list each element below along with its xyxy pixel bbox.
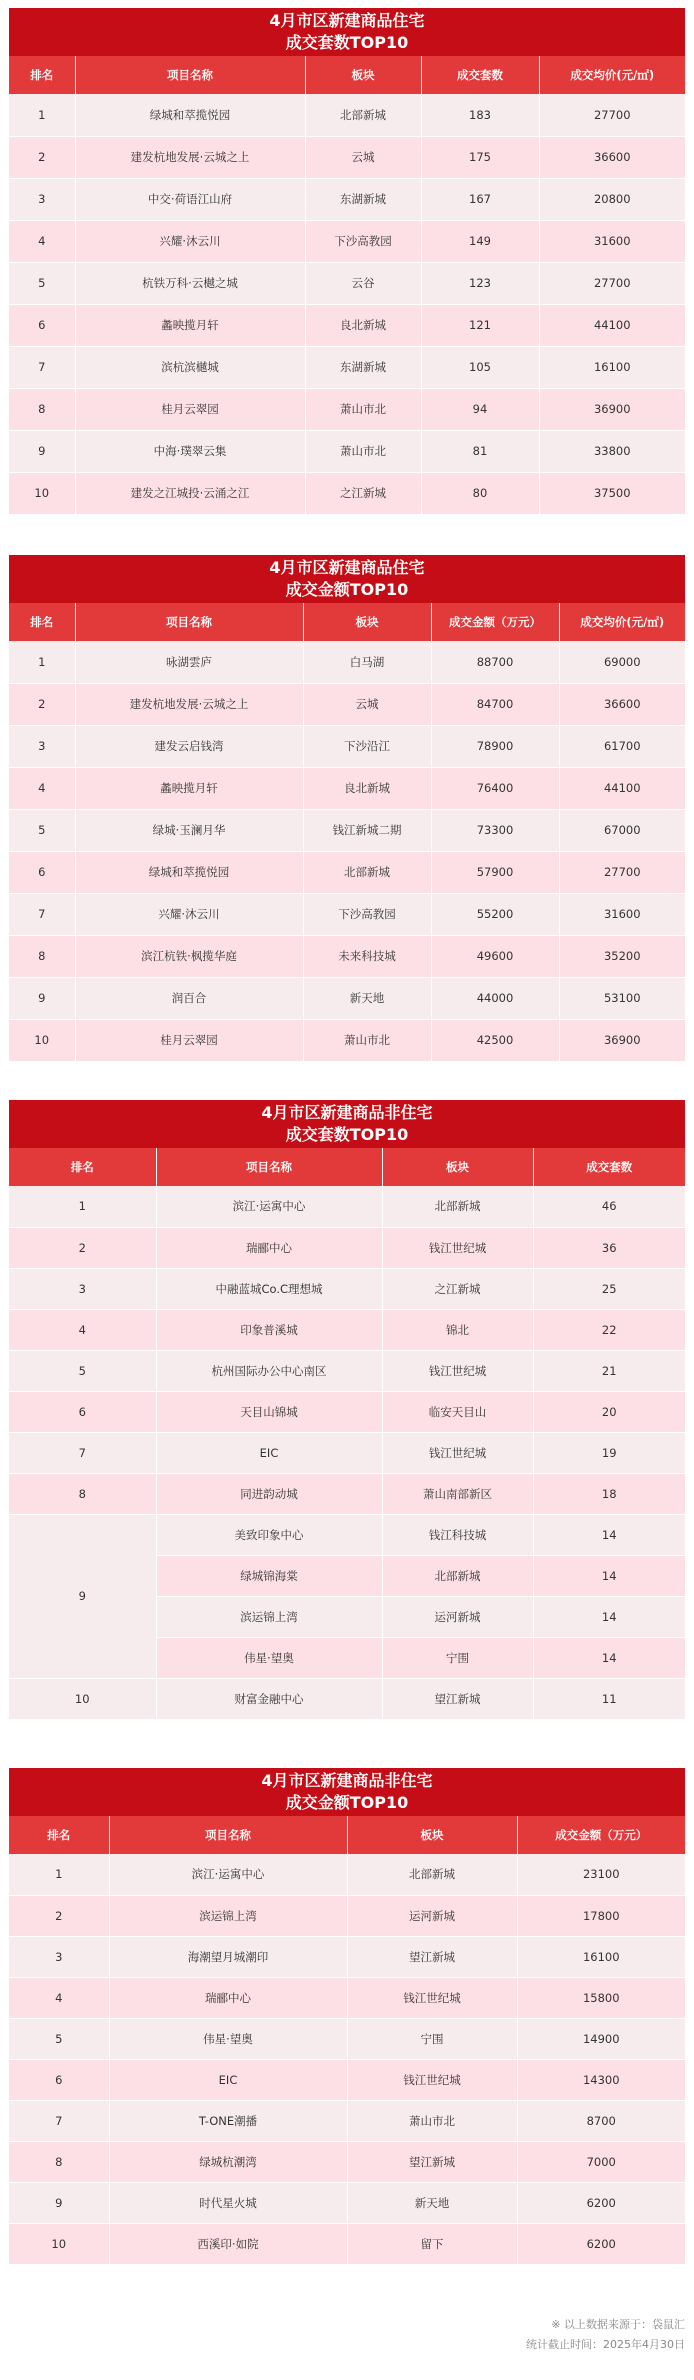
cell-project: 建发杭地发展·云城之上 [75,136,305,178]
cell-price: 31600 [539,220,685,262]
cell-value: 16100 [517,1936,685,1977]
table-title-line1: 4月市区新建商品住宅 [269,558,425,577]
cell-project: 滨运锦上湾 [109,1895,347,1936]
cell-district: 云谷 [305,262,421,304]
cell-project: 印象普溪城 [156,1309,382,1350]
cell-rank: 9 [9,977,75,1019]
cell-project: 中海·璞翠云集 [75,430,305,472]
cell-district: 东湖新城 [305,346,421,388]
cell-price: 69000 [559,641,685,683]
cell-project: 滨运锦上湾 [156,1596,382,1637]
table-row [9,1895,685,1936]
cell-rank: 2 [9,1895,109,1936]
cell-value: 121 [421,304,539,346]
cell-project: 时代星火城 [109,2182,347,2223]
cell-price: 27700 [539,94,685,136]
cell-district: 钱江世纪城 [347,2059,517,2100]
cell-project: 蠡映揽月轩 [75,304,305,346]
cell-rank: 6 [9,304,75,346]
cell-rank: 5 [9,2018,109,2059]
cell-value: 123 [421,262,539,304]
cell-rank: 2 [9,136,75,178]
table-row [9,1391,685,1432]
header-amount: 成交金额（万元） [431,603,559,641]
table-title [9,1100,685,1148]
cell-district: 下沙沿江 [303,725,431,767]
header-price: 成交均价(元/㎡) [580,615,665,629]
cell-project: 绿城和萃揽悦园 [75,94,305,136]
cell-value: 14 [533,1596,685,1637]
data-table [9,603,685,1062]
header-district: 板块 [303,603,431,641]
table-row [9,851,685,893]
cell-project: 美致印象中心 [156,1514,382,1555]
table-row [9,1678,685,1719]
cell-district: 良北新城 [303,767,431,809]
header-row [9,1148,685,1186]
table-row [9,2182,685,2223]
cell-district: 萧山市北 [305,388,421,430]
cell-rank: 8 [9,935,75,977]
table-title-line1: 4月市区新建商品住宅 [269,11,425,30]
cell-district: 萧山南部新区 [382,1473,533,1514]
data-table [9,56,685,515]
cell-value: 78900 [431,725,559,767]
cell-value: 14 [533,1514,685,1555]
cell-value: 46 [533,1186,685,1227]
cell-value: 18 [533,1473,685,1514]
cell-project: 绿城和萃揽悦园 [75,851,303,893]
cell-district: 钱江新城二期 [303,809,431,851]
cell-district: 良北新城 [305,304,421,346]
table-title [9,555,685,603]
cell-value: 36 [533,1227,685,1268]
cell-value: 6200 [517,2182,685,2223]
cell-project: 瑞郦中心 [156,1227,382,1268]
cell-price: 36600 [559,683,685,725]
cell-project: 杭州国际办公中心南区 [156,1350,382,1391]
cell-value: 94 [421,388,539,430]
table-row [9,1514,685,1555]
table-row [9,136,685,178]
cell-value: 73300 [431,809,559,851]
cell-district: 望江新城 [347,2141,517,2182]
cell-project: 润百合 [75,977,303,1019]
cell-value: 11 [533,1678,685,1719]
cell-project: 瑞郦中心 [109,1977,347,2018]
cell-rank: 3 [9,1268,156,1309]
cell-project: 伟星·望奥 [156,1637,382,1678]
cell-district: 白马湖 [303,641,431,683]
table-row [9,809,685,851]
cell-value: 55200 [431,893,559,935]
cell-project: 西溪印·如院 [109,2223,347,2264]
cell-rank: 6 [9,851,75,893]
cell-rank: 8 [9,388,75,430]
table-row [9,1473,685,1514]
table-nonresidential-amount [9,1768,685,2265]
cell-district: 钱江世纪城 [347,1977,517,2018]
header-units: 成交套数 [586,1160,633,1174]
cell-rank: 7 [9,1432,156,1473]
table-row [9,1854,685,1895]
table-title-line2: 成交金额TOP10 [285,580,409,599]
cell-district: 锦北 [382,1309,533,1350]
table-title-line1: 4月市区新建商品非住宅 [261,1771,433,1790]
cell-rank: 10 [9,2223,109,2264]
table-row [9,2100,685,2141]
cell-district: 钱江科技城 [382,1514,533,1555]
cell-price: 36900 [559,1019,685,1061]
cell-rank: 1 [9,1186,156,1227]
cell-district: 萧山市北 [303,1019,431,1061]
cell-project: 咏湖雲庐 [75,641,303,683]
cell-value: 22 [533,1309,685,1350]
header-rank: 排名 [9,603,75,641]
cutoff-date-note: 统计截止时间：2025年4月30日 [526,2338,685,2351]
cell-price: 36900 [539,388,685,430]
cell-district: 下沙高教园 [303,893,431,935]
cell-district: 宁围 [382,1637,533,1678]
header-amount: 成交金额（万元） [555,1828,648,1842]
cell-rank: 4 [9,1309,156,1350]
cell-value: 6200 [517,2223,685,2264]
header-district: 板块 [382,1148,533,1186]
cell-district: 临安天目山 [382,1391,533,1432]
table-row [9,1019,685,1061]
cell-value: 84700 [431,683,559,725]
cell-project: 同进韵动城 [156,1473,382,1514]
cell-project: 绿城杭潮湾 [109,2141,347,2182]
cell-rank: 8 [9,2141,109,2182]
table-nonresidential-units [9,1100,685,1720]
cell-price: 44100 [539,304,685,346]
cell-value: 80 [421,472,539,514]
cell-value: 14 [533,1637,685,1678]
header-row [9,1816,685,1854]
table-title-line2: 成交金额TOP10 [285,1793,409,1812]
cell-project: 财富金融中心 [156,1678,382,1719]
cell-district: 新天地 [347,2182,517,2223]
cell-value: 49600 [431,935,559,977]
table-row [9,304,685,346]
header-rank: 排名 [9,56,75,94]
cell-price: 20800 [539,178,685,220]
cell-district: 留下 [347,2223,517,2264]
cell-project: 滨江·运寓中心 [156,1186,382,1227]
cell-value: 20 [533,1391,685,1432]
cell-district: 运河新城 [382,1596,533,1637]
cell-rank: 3 [9,178,75,220]
table-row [9,1227,685,1268]
table-row [9,935,685,977]
cell-price: 37500 [539,472,685,514]
cell-rank: 8 [9,1473,156,1514]
cell-rank: 10 [9,1678,156,1719]
cell-rank: 3 [9,1936,109,1977]
cell-rank: 6 [9,2059,109,2100]
header-price: 成交均价(元/㎡) [570,68,655,82]
cell-price: 61700 [559,725,685,767]
cell-project: EIC [156,1432,382,1473]
header-project: 项目名称 [75,603,303,641]
cell-project: 滨江杭铁·枫揽华庭 [75,935,303,977]
cell-project: 桂月云翠园 [75,1019,303,1061]
header-project: 项目名称 [75,56,305,94]
cell-district: 运河新城 [347,1895,517,1936]
table-row [9,346,685,388]
header-row [9,603,685,641]
cell-rank: 9 [9,430,75,472]
cell-rank: 9 [9,2182,109,2223]
cell-district: 北部新城 [382,1186,533,1227]
table-title-line1: 4月市区新建商品非住宅 [261,1103,433,1122]
cell-district: 宁围 [347,2018,517,2059]
table-row [9,683,685,725]
cell-price: 31600 [559,893,685,935]
table-row [9,725,685,767]
cell-district: 之江新城 [382,1268,533,1309]
cell-price: 27700 [559,851,685,893]
cell-district: 云城 [305,136,421,178]
cell-project: 建发之江城投·云涌之江 [75,472,305,514]
cell-district: 之江新城 [305,472,421,514]
cell-value: 15800 [517,1977,685,2018]
cell-rank: 2 [9,683,75,725]
table-row [9,1309,685,1350]
cell-rank: 7 [9,2100,109,2141]
cell-project: 滨杭滨樾城 [75,346,305,388]
header-rank: 排名 [9,1148,156,1186]
header-district: 板块 [305,56,421,94]
table-row [9,472,685,514]
cell-district: 萧山市北 [305,430,421,472]
table-row [9,2059,685,2100]
cell-value: 7000 [517,2141,685,2182]
cell-value: 149 [421,220,539,262]
table-title-line2: 成交套数TOP10 [285,1125,409,1144]
cell-project: EIC [109,2059,347,2100]
table-residential-amount [9,555,685,1062]
table-row [9,1186,685,1227]
cell-value: 14300 [517,2059,685,2100]
header-district: 板块 [347,1816,517,1854]
data-table [9,1148,685,1720]
cell-rank: 10 [9,1019,75,1061]
cell-project: 中融蓝城Co.C理想城 [156,1268,382,1309]
cell-price: 27700 [539,262,685,304]
cell-rank: 10 [9,472,75,514]
cell-value: 105 [421,346,539,388]
cell-value: 8700 [517,2100,685,2141]
cell-project: 桂月云翠园 [75,388,305,430]
cell-district: 钱江世纪城 [382,1432,533,1473]
cell-rank: 5 [9,809,75,851]
cell-district: 北部新城 [305,94,421,136]
table-title [9,1768,685,1816]
cell-rank: 9 [9,1514,156,1678]
cell-district: 钱江世纪城 [382,1227,533,1268]
cell-price: 67000 [559,809,685,851]
table-row [9,893,685,935]
cell-rank: 1 [9,1854,109,1895]
cell-project: 滨江·运寓中心 [109,1854,347,1895]
source-note: ※ 以上数据来源于：袋鼠汇 [551,2318,685,2331]
cell-district: 下沙高教园 [305,220,421,262]
cell-rank: 4 [9,220,75,262]
table-row [9,767,685,809]
table-row [9,94,685,136]
cell-project: 兴耀·沐云川 [75,220,305,262]
cell-project: 杭铁万科·云樾之城 [75,262,305,304]
header-units: 成交套数 [421,56,539,94]
cell-value: 19 [533,1432,685,1473]
cell-value: 183 [421,94,539,136]
cell-project: 蠡映揽月轩 [75,767,303,809]
cell-district: 北部新城 [382,1555,533,1596]
cell-value: 42500 [431,1019,559,1061]
cell-rank: 5 [9,1350,156,1391]
table-row [9,2141,685,2182]
table-row [9,178,685,220]
cell-district: 望江新城 [382,1678,533,1719]
source-footer [526,2315,685,2355]
table-row [9,388,685,430]
cell-project: 海潮望月城潮印 [109,1936,347,1977]
cell-rank: 1 [9,94,75,136]
cell-rank: 6 [9,1391,156,1432]
cell-value: 57900 [431,851,559,893]
cell-project: 绿城·玉澜月华 [75,809,303,851]
cell-price: 35200 [559,935,685,977]
cell-rank: 4 [9,1977,109,2018]
table-row [9,220,685,262]
cell-price: 33800 [539,430,685,472]
cell-project: 建发云启钱湾 [75,725,303,767]
cell-rank: 5 [9,262,75,304]
cell-value: 88700 [431,641,559,683]
cell-project: 绿城锦海棠 [156,1555,382,1596]
cell-value: 44000 [431,977,559,1019]
cell-project: 建发杭地发展·云城之上 [75,683,303,725]
cell-value: 23100 [517,1854,685,1895]
cell-value: 14900 [517,2018,685,2059]
cell-value: 81 [421,430,539,472]
table-row [9,1432,685,1473]
table-row [9,2018,685,2059]
cell-district: 新天地 [303,977,431,1019]
cell-value: 17800 [517,1895,685,1936]
cell-district: 北部新城 [303,851,431,893]
table-residential-units [9,8,685,515]
table-row [9,1977,685,2018]
cell-rank: 2 [9,1227,156,1268]
table-row [9,262,685,304]
cell-district: 东湖新城 [305,178,421,220]
cell-district: 萧山市北 [347,2100,517,2141]
table-title-line2: 成交套数TOP10 [285,33,409,52]
cell-price: 44100 [559,767,685,809]
header-project: 项目名称 [109,1816,347,1854]
cell-district: 云城 [303,683,431,725]
cell-project: 兴耀·沐云川 [75,893,303,935]
cell-district: 钱江世纪城 [382,1350,533,1391]
cell-value: 14 [533,1555,685,1596]
header-rank: 排名 [9,1816,109,1854]
table-row [9,1268,685,1309]
table-row [9,1936,685,1977]
cell-district: 未来科技城 [303,935,431,977]
table-row [9,641,685,683]
cell-value: 25 [533,1268,685,1309]
cell-rank: 4 [9,767,75,809]
cell-rank: 7 [9,893,75,935]
cell-project: 伟星·望奥 [109,2018,347,2059]
cell-value: 167 [421,178,539,220]
table-row [9,430,685,472]
cell-rank: 7 [9,346,75,388]
cell-value: 21 [533,1350,685,1391]
cell-project: 中交·荷语江山府 [75,178,305,220]
cell-project: 天目山锦城 [156,1391,382,1432]
cell-rank: 3 [9,725,75,767]
header-project: 项目名称 [156,1148,382,1186]
header-row [9,56,685,94]
table-title [9,8,685,56]
table-row [9,2223,685,2264]
cell-price: 16100 [539,346,685,388]
cell-rank: 1 [9,641,75,683]
cell-value: 76400 [431,767,559,809]
cell-price: 36600 [539,136,685,178]
cell-price: 53100 [559,977,685,1019]
data-table [9,1816,685,2265]
table-row [9,977,685,1019]
cell-district: 望江新城 [347,1936,517,1977]
table-row [9,1350,685,1391]
cell-project: T-ONE潮播 [109,2100,347,2141]
cell-value: 175 [421,136,539,178]
cell-district: 北部新城 [347,1854,517,1895]
